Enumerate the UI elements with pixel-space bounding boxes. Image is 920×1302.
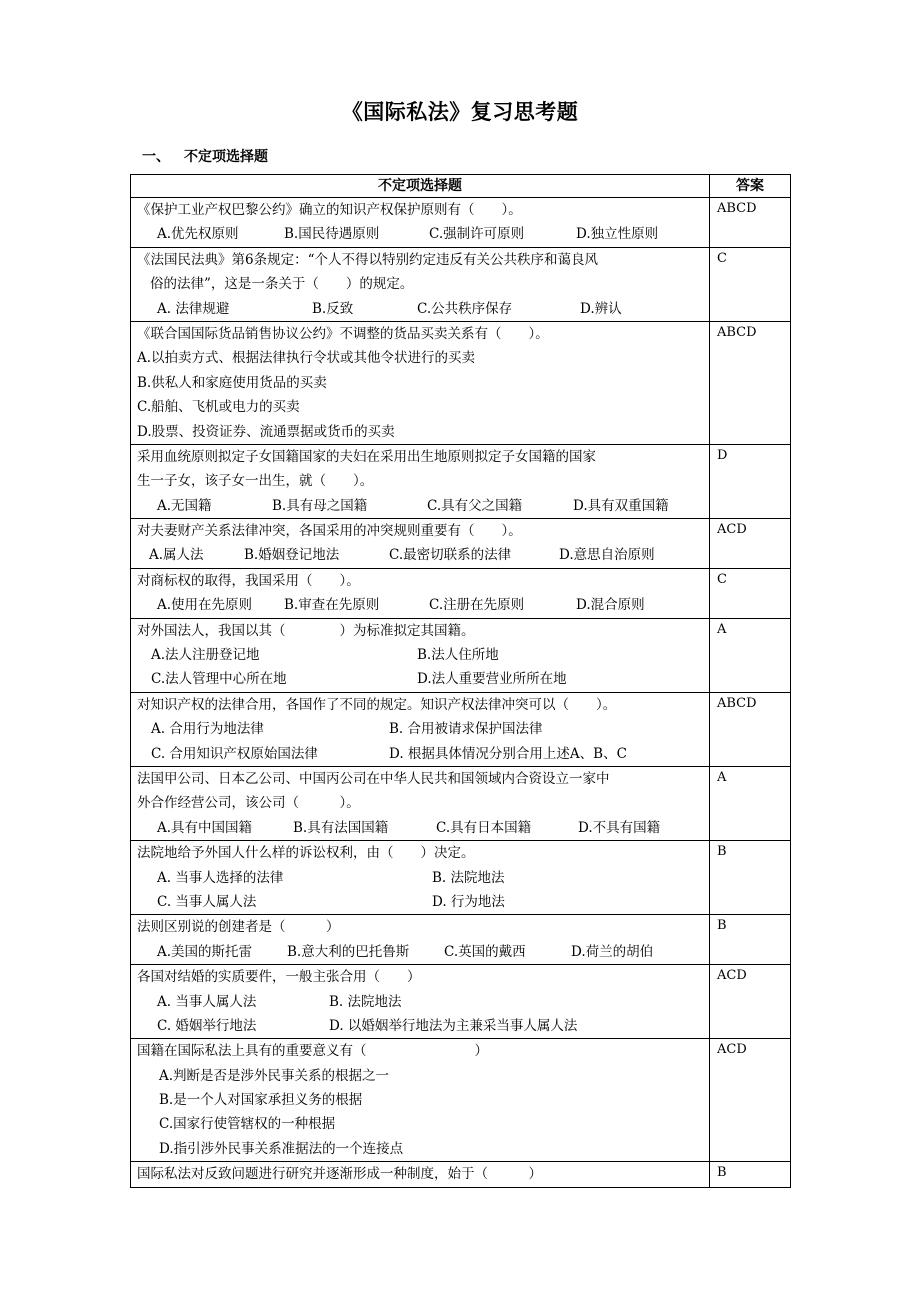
table-row [131, 965, 791, 1039]
question-text-cont: 外合作经营公司，该公司（ ）。 [137, 795, 360, 812]
option-list [137, 494, 705, 518]
option: C.国家行使管辖权的一种根据 [159, 1116, 336, 1133]
option: B.婚姻登记地法 [244, 547, 340, 564]
option: A. 当事人选择的法律 [157, 869, 284, 886]
question-cell [131, 965, 710, 1039]
table-row [131, 444, 791, 518]
table-row [131, 519, 791, 569]
option-row [137, 1014, 705, 1038]
answer-cell: A [710, 766, 791, 840]
question-text-cont: 生一子女，该子女一出生，就（ ）。 [137, 473, 374, 490]
option-list [137, 593, 705, 617]
option: B. 法院地法 [432, 869, 505, 886]
option: C.船舶、飞机或电力的买卖 [137, 399, 300, 416]
header-question: 不定项选择题 [131, 175, 710, 198]
option: A.使用在先原则 [157, 597, 253, 614]
option: C.具有日本国籍 [436, 819, 532, 836]
option-row [137, 667, 705, 691]
option: A.法人注册登记地 [151, 647, 260, 664]
table-row [131, 915, 791, 965]
option: D.法人重要营业所所在地 [417, 671, 567, 688]
option: D.股票、投资证券、流通票据或货币的买卖 [137, 423, 395, 440]
table-row [131, 1039, 791, 1162]
option-row [137, 866, 705, 890]
option: D. 以婚姻举行地法为主兼采当事人属人法 [329, 1017, 578, 1034]
option: C. 当事人属人法 [157, 893, 257, 910]
question-text: 对商标权的取得，我国采用（ ）。 [137, 572, 360, 589]
option-row [137, 890, 705, 914]
option: A.优先权原则 [157, 226, 239, 243]
question-text: 对知识产权的法律合用，各国作了不同的规定。知识产权法律冲突可以（ ）。 [137, 696, 617, 713]
question-text: 《法国民法典》第6条规定：“个人不得以特别约定违反有关公共秩序和蔼良风 [137, 251, 598, 268]
option: B.法人住所地 [417, 647, 499, 664]
table-row [131, 692, 791, 766]
question-cell [131, 444, 710, 518]
question-cell [131, 1162, 710, 1187]
option: A.美国的斯托雷 [157, 943, 253, 960]
option: B. 法院地法 [329, 993, 402, 1010]
option-list [137, 297, 705, 321]
question-table [130, 174, 791, 1188]
answer-cell: ABCD [710, 198, 791, 248]
question-cell [131, 519, 710, 569]
question-text: 国籍在国际私法上具有的重要意义有（ ） [137, 1043, 488, 1060]
option-row [137, 717, 705, 741]
answer-cell: ACD [710, 1039, 791, 1162]
option: A.无国籍 [157, 497, 212, 514]
question-cell [131, 766, 710, 840]
option: C. 婚姻举行地法 [157, 1017, 257, 1034]
question-text: 各国对结婚的实质要件，一般主张合用（ ） [137, 969, 421, 986]
option: B.国民待遇原则 [284, 226, 380, 243]
option: D.指引涉外民事关系准据法的一个连接点 [159, 1140, 404, 1157]
question-text: 对外国法人，我国以其（ ）为标准拟定其国籍。 [137, 622, 475, 639]
option: D.具有双重国籍 [573, 497, 669, 514]
option: C.最密切联系的法律 [389, 547, 512, 564]
question-cell [131, 247, 710, 321]
question-cell [131, 618, 710, 692]
question-text: 法院地给予外国人什么样的诉讼权利，由（ ）决定。 [137, 845, 475, 862]
option: D.独立性原则 [576, 226, 659, 243]
option: B.具有法国国籍 [293, 819, 389, 836]
option: A.判断是否是涉外民事关系的根据之一 [159, 1067, 390, 1084]
answer-cell: B [710, 841, 791, 915]
option: B.意大利的巴托鲁斯 [287, 943, 410, 960]
option-list [137, 543, 705, 567]
answer-cell: D [710, 444, 791, 518]
section-label: 不定项选择题 [184, 149, 268, 165]
option: B.反致 [312, 300, 354, 317]
option: B.审查在先原则 [284, 597, 380, 614]
answer-cell: ABCD [710, 321, 791, 444]
option: D.辨认 [580, 300, 622, 317]
option: A.属人法 [149, 547, 204, 564]
option: D. 行为地法 [432, 893, 505, 910]
question-text: 《保护工业产权巴黎公约》确立的知识产权保护原则有（ ）。 [137, 202, 522, 218]
section-heading [142, 146, 268, 166]
question-text: 对夫妻财产关系法律冲突，各国采用的冲突规则重要有（ ）。 [137, 523, 522, 540]
page-title: 《国际私法》复习思考题 [341, 99, 579, 124]
table-row [131, 618, 791, 692]
question-cell [131, 1039, 710, 1162]
option: B. 合用被请求保护国法律 [389, 721, 543, 738]
table-header-row [131, 175, 791, 198]
option: B.具有母之国籍 [272, 497, 368, 514]
option: A.具有中国国籍 [157, 819, 253, 836]
option: A. 当事人属人法 [157, 993, 257, 1010]
question-text: 法国甲公司、日本乙公司、中国丙公司在中华人民共和国领域内合资设立一家中 [137, 770, 610, 787]
answer-cell: C [710, 568, 791, 618]
question-text: 《联合国国际货品销售协议公约》不调整的货品买卖关系有（ ）。 [137, 325, 549, 342]
question-cell [131, 321, 710, 444]
option-row [137, 990, 705, 1014]
table-row [131, 1162, 791, 1187]
option-list [137, 940, 705, 964]
question-cell [131, 568, 710, 618]
question-text: 采用血统原则拟定子女国籍国家的夫妇在采用出生地原则拟定子女国籍的国家 [137, 448, 596, 465]
answer-cell: C [710, 247, 791, 321]
table-row [131, 247, 791, 321]
option: C.强制许可原则 [429, 226, 525, 243]
option: A. 合用行为地法律 [151, 721, 264, 738]
option: D. 根据具体情况分别合用上述A、B、C [389, 745, 627, 762]
option: C.法人管理中心所在地 [151, 671, 287, 688]
option: D.不具有国籍 [578, 819, 661, 836]
table-row [131, 841, 791, 915]
answer-cell: A [710, 618, 791, 692]
option: D.荷兰的胡伯 [571, 943, 654, 960]
table-row [131, 568, 791, 618]
question-cell [131, 915, 710, 965]
answer-cell: ABCD [710, 692, 791, 766]
option-list [137, 816, 705, 840]
header-answer: 答案 [710, 175, 791, 198]
table-row [131, 198, 791, 248]
question-text-cont: 俗的法律”，这是一条关于（ ）的规定。 [150, 276, 414, 293]
answer-cell: ACD [710, 519, 791, 569]
option: D.混合原则 [576, 597, 645, 614]
section-number: 一、 [142, 149, 170, 165]
option: B.是一个人对国家承担义务的根据 [159, 1092, 363, 1109]
option: C.注册在先原则 [429, 597, 525, 614]
option: C.英国的戴西 [444, 943, 526, 960]
question-text: 国际私法对反致问题进行研究并逐渐形成一种制度，始于（ ） [137, 1166, 542, 1183]
option: D.意思自治原则 [559, 547, 655, 564]
option: A.以拍卖方式、根据法律执行令状或其他令状进行的买卖 [137, 350, 476, 367]
option-list [137, 222, 705, 246]
option-row [137, 742, 705, 766]
option: A. 法律规避 [157, 300, 230, 317]
question-text: 法则区别说的创建者是（ ） [137, 919, 340, 936]
question-cell [131, 198, 710, 248]
option-row [137, 643, 705, 667]
answer-cell: B [710, 915, 791, 965]
option: C.具有父之国籍 [427, 497, 523, 514]
answer-cell: B [710, 1162, 791, 1187]
question-cell [131, 841, 710, 915]
answer-cell: ACD [710, 965, 791, 1039]
option: B.供私人和家庭使用货品的买卖 [137, 374, 327, 391]
table-row [131, 321, 791, 444]
option: C.公共秩序保存 [417, 300, 513, 317]
table-row [131, 766, 791, 840]
option: C. 合用知识产权原始国法律 [151, 745, 318, 762]
question-cell [131, 692, 710, 766]
